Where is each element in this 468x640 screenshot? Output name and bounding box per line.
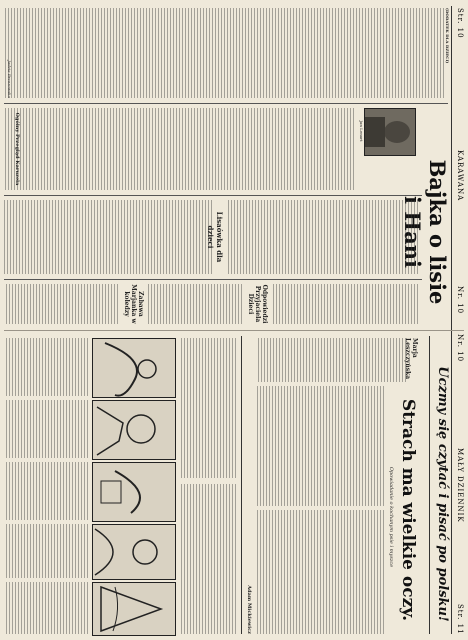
illustration-2 [92, 400, 176, 460]
column-rule [4, 195, 422, 196]
author-2: Adam Mickiewicz [246, 585, 252, 634]
right-column-2 [256, 386, 384, 506]
section-title-1: Odpowiedzi Przyjaciela Dzieci [247, 284, 268, 324]
illustration-3 [92, 462, 176, 522]
signature: Jadzia Brzozowska [7, 60, 12, 98]
header-rule [451, 6, 452, 634]
column-rule [4, 279, 422, 280]
left-column-3b [4, 200, 212, 274]
right-header-right: Str. 11 [456, 604, 464, 635]
right-caption-text-3 [6, 462, 88, 520]
right-page-number: Nr. 10 [456, 334, 464, 363]
left-column-3 [228, 200, 418, 274]
left-header-right: Nr. 10 [456, 286, 464, 315]
left-column-4b [148, 284, 242, 324]
left-column-2 [4, 108, 354, 190]
right-column-3 [256, 510, 384, 634]
section-rule [241, 336, 242, 634]
illustration-4 [92, 524, 176, 580]
right-caption-text-4 [6, 524, 88, 578]
section-title-4: Ogólny Przegląd Karuzela [14, 112, 20, 186]
right-column-1 [256, 338, 406, 382]
right-header-center: MAŁY DZIENNIK [456, 448, 464, 523]
banner-rule [429, 336, 430, 634]
right-caption-text-2 [6, 400, 88, 458]
left-column-4c [4, 284, 118, 324]
left-page-number: Str. 10 [456, 8, 464, 39]
main-title: Bajka o lisie i Hani [400, 159, 450, 305]
author-1: Marja Leszczyńska [404, 338, 418, 380]
illustration-5 [92, 582, 176, 636]
photo-caption: Jan Lenart [359, 120, 364, 142]
banner-title: Uczmy się czytać i pisać po polsku! [435, 366, 450, 622]
section-title-2: Zabawa Marjanka w koledzy [123, 284, 144, 324]
right-caption-text-5 [6, 582, 88, 634]
illustration-1 [92, 338, 176, 398]
left-header-center: KARAWANA [456, 150, 464, 202]
author-photo [364, 108, 416, 156]
right-caption-text-1 [6, 338, 88, 396]
column-rule [4, 103, 448, 104]
section-title-3: Lisaówka dla dzieci [206, 211, 224, 263]
subtitle: Opowiadanie o kochanym psie i myszce [388, 466, 394, 568]
column-note: (DODATEK DLA DZIECI) [445, 8, 450, 64]
headline: Strach ma wielkie oczy. [398, 398, 418, 622]
page-gutter [4, 330, 464, 331]
right-lower-text-b [180, 484, 236, 634]
left-column-4 [272, 284, 418, 324]
left-column-1 [4, 8, 444, 98]
right-lower-text-a [180, 338, 236, 478]
